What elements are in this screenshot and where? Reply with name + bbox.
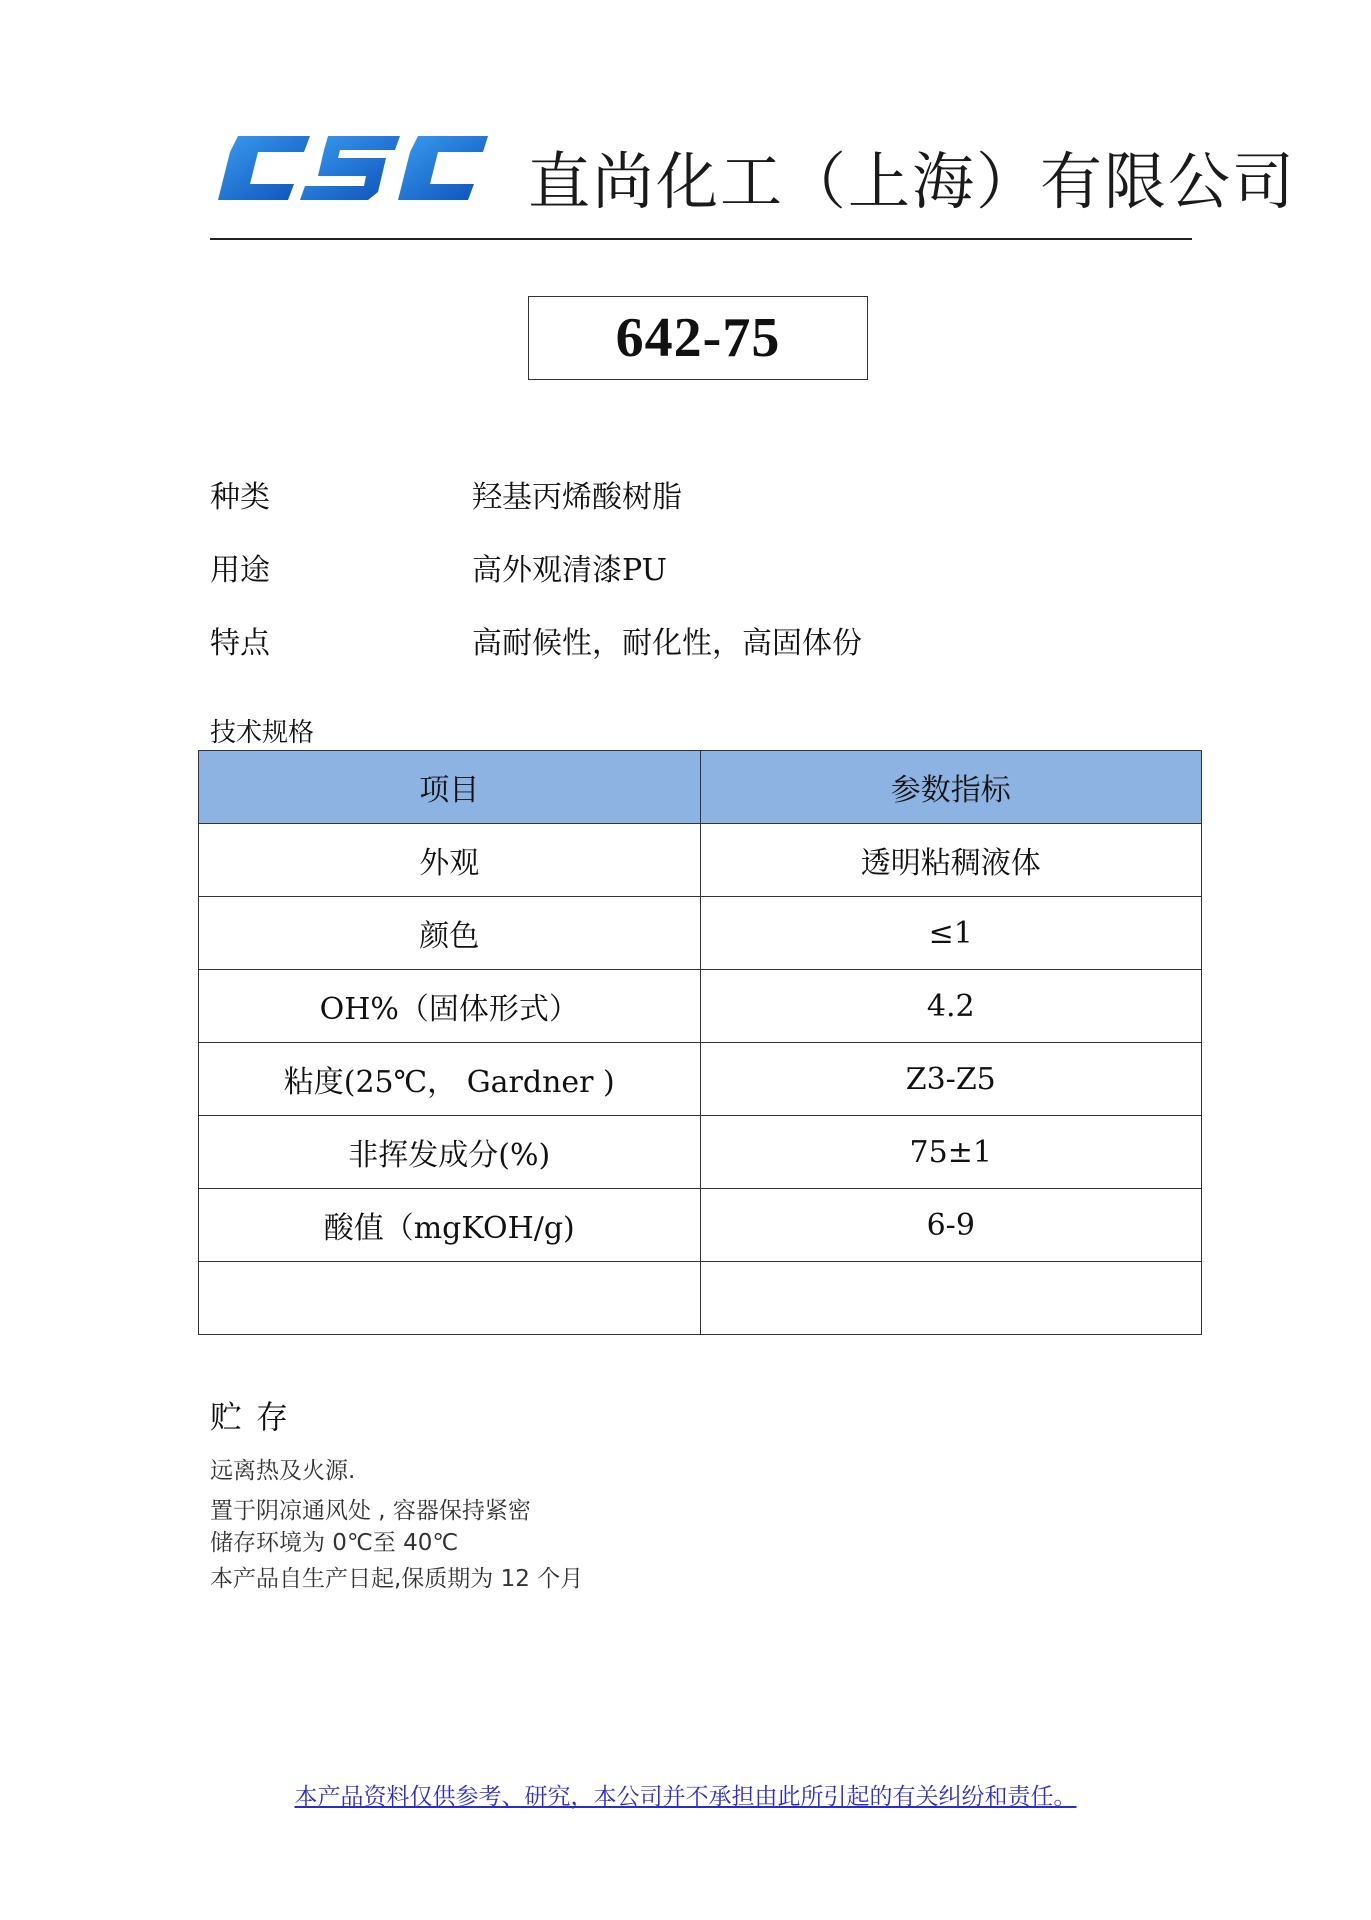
- spec-item: OH%（固体形式）: [199, 970, 701, 1043]
- spec-value: [700, 1262, 1202, 1335]
- table-row: [199, 1189, 1202, 1262]
- table-row: [199, 1043, 1202, 1116]
- table-row: [199, 1116, 1202, 1189]
- company-name: 直尚化工（上海）有限公司: [528, 145, 1297, 218]
- spec-value: 透明粘稠液体: [700, 824, 1202, 897]
- disclaimer-link[interactable]: 本产品资料仅供参考、研究，本公司并不承担由此所引起的有关纠纷和责任。: [294, 1784, 1077, 1810]
- spec-value: 75±1: [700, 1116, 1202, 1189]
- table-row: [199, 824, 1202, 897]
- spec-value: 6-9: [700, 1189, 1202, 1262]
- table-row: [199, 970, 1202, 1043]
- storage-line: 储存环境为 0℃至 40℃: [210, 1530, 459, 1556]
- spec-item: 外观: [199, 824, 701, 897]
- spec-item: [199, 1262, 701, 1335]
- spec-value: Z3-Z5: [700, 1043, 1202, 1116]
- info-value: 高外观清漆PU: [472, 553, 667, 588]
- info-label: 种类: [210, 480, 270, 515]
- spec-column-header: 项目: [199, 751, 701, 824]
- info-value: 高耐候性，耐化性，高固体份: [472, 626, 862, 661]
- product-code: 642-75: [615, 307, 781, 369]
- spec-item: 颜色: [199, 897, 701, 970]
- spec-column-header: 参数指标: [700, 751, 1202, 824]
- spec-item: 粘度(25℃， Gardner ): [199, 1043, 701, 1116]
- storage-line: 远离热及火源.: [210, 1458, 356, 1484]
- csc-logo: [218, 130, 488, 208]
- spec-value: 4.2: [700, 970, 1202, 1043]
- table-row-empty: [199, 1262, 1202, 1335]
- spec-value: ≤1: [700, 897, 1202, 970]
- product-code-box: [528, 296, 868, 380]
- header: [208, 120, 1297, 230]
- spec-item: 非挥发成分(%): [199, 1116, 701, 1189]
- info-value: 羟基丙烯酸树脂: [472, 480, 682, 515]
- info-label: 用途: [210, 553, 270, 588]
- header-divider: [210, 238, 1192, 240]
- spec-header-row: [199, 751, 1202, 824]
- spec-table: [198, 750, 1202, 1335]
- storage-line: 置于阴凉通风处 , 容器保持紧密: [210, 1498, 531, 1524]
- spec-heading: 技术规格: [210, 718, 315, 748]
- info-label: 特点: [210, 626, 270, 661]
- storage-line: 本产品自生产日起,保质期为 12 个月: [210, 1566, 584, 1592]
- spec-item: 酸值（mgKOH/g): [199, 1189, 701, 1262]
- storage-title: 贮存: [210, 1398, 303, 1436]
- table-row: [199, 897, 1202, 970]
